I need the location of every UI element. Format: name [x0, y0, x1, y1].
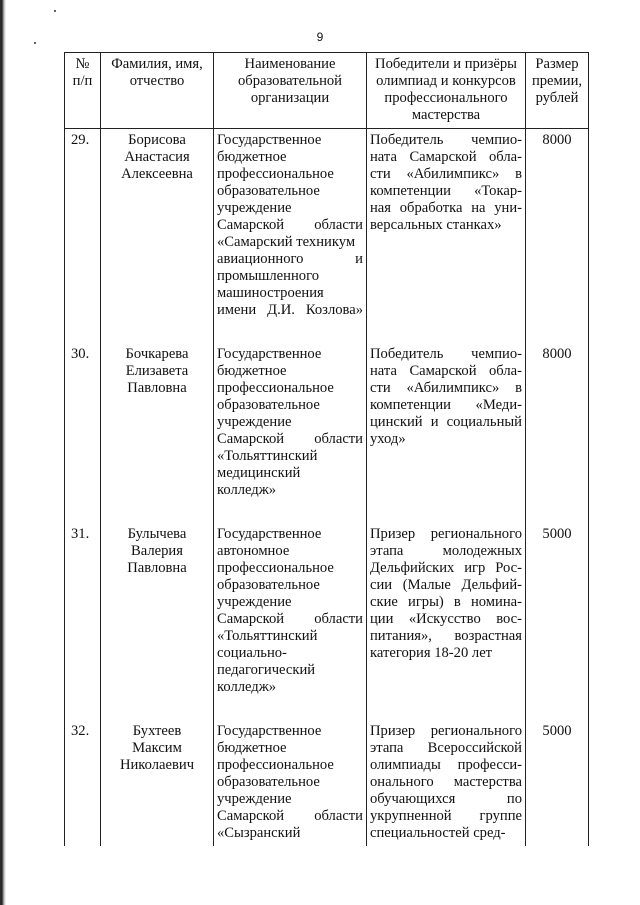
- organization-line: учреждение: [217, 200, 292, 216]
- organization-line: социально-: [217, 645, 287, 661]
- person-name: [101, 523, 214, 720]
- organization-line: бюджетное: [217, 740, 287, 756]
- organization-line: машиностроения: [217, 285, 324, 301]
- organization-line: бюджетное: [217, 149, 287, 165]
- organization-line: Самарской области: [217, 217, 363, 233]
- achievement-line: Дельфийских игр Рос-: [370, 560, 522, 576]
- table-body: [65, 129, 589, 847]
- organization-line: профессиональное: [217, 757, 334, 773]
- organization-line: «Самарский техникум: [217, 234, 356, 250]
- prize-amount: 5000: [526, 720, 589, 846]
- organization-line: профессиональное: [217, 560, 334, 576]
- organization-line: колледж»: [217, 679, 277, 695]
- organization-line: автономное: [217, 543, 290, 559]
- name-line: Бочкарева: [125, 346, 189, 362]
- scan-speck: [54, 10, 56, 12]
- organization-line: имени Д.И. Козлова»: [217, 302, 363, 318]
- organization-line: образовательное: [217, 577, 320, 593]
- person-name: [101, 720, 214, 846]
- organization-line: образовательное: [217, 183, 320, 199]
- table-row: [65, 129, 589, 344]
- organization-line: педагогический: [217, 662, 316, 678]
- name-line: Борисова: [128, 132, 186, 148]
- table-row: [65, 343, 589, 523]
- organization-line: «Тольяттинский: [217, 628, 318, 644]
- header-name: Фамилия, имя, отчество: [101, 53, 214, 129]
- achievement-line: уход»: [370, 431, 406, 447]
- person-name: [101, 129, 214, 344]
- organization-name: [214, 720, 367, 846]
- row-number: 30.: [65, 343, 101, 523]
- name-line: Анастасия: [124, 149, 190, 165]
- organization-line: Государственное: [217, 526, 322, 542]
- awards-table: [64, 52, 589, 846]
- achievement-line: Призер регионального: [370, 526, 522, 542]
- achievement-line: ции «Искусство вос-: [370, 611, 522, 627]
- organization-line: профессиональное: [217, 380, 334, 396]
- achievement-line: ната Самарской обла-: [370, 149, 522, 165]
- organization-name: [214, 523, 367, 720]
- achievement-line: обучающихся по: [370, 791, 522, 807]
- organization-line: медицинский: [217, 465, 301, 481]
- organization-line: профессиональное: [217, 166, 334, 182]
- achievement-line: ная обработка на уни-: [370, 200, 522, 216]
- achievement-line: компетенции «Меди-: [370, 397, 522, 413]
- achievement-line: категория 18-20 лет: [370, 645, 493, 661]
- achievement-line: версальных станках»: [370, 217, 502, 233]
- table-row: [65, 720, 589, 846]
- name-line: Булычева: [127, 526, 187, 542]
- name-line: Валерия: [131, 543, 183, 559]
- organization-line: учреждение: [217, 791, 292, 807]
- achievement-line: Победитель чемпио-: [370, 346, 522, 362]
- achievement-line: питания», возрастная: [370, 628, 522, 644]
- achievement-text: [367, 129, 526, 344]
- organization-line: авиационного и: [217, 251, 363, 267]
- name-line: Алексеевна: [121, 166, 193, 182]
- organization-line: учреждение: [217, 414, 292, 430]
- organization-name: [214, 129, 367, 344]
- name-line: Павловна: [127, 560, 187, 576]
- table-row: [65, 523, 589, 720]
- organization-line: Государственное: [217, 132, 322, 148]
- person-name: [101, 343, 214, 523]
- organization-line: Государственное: [217, 723, 322, 739]
- achievement-line: сти «Абилимпикс» в: [370, 380, 522, 396]
- achievement-line: Победитель чемпио-: [370, 132, 522, 148]
- organization-line: Государственное: [217, 346, 322, 362]
- header-achievement: Победители и призёры олимпиад и конкурсов профессионального мастерства: [367, 53, 526, 129]
- organization-line: Самарской области: [217, 431, 363, 447]
- organization-line: бюджетное: [217, 363, 287, 379]
- header-number: № п/п: [65, 53, 101, 129]
- achievement-line: сти «Абилимпикс» в: [370, 166, 522, 182]
- achievement-line: олимпиады професси-: [370, 757, 522, 773]
- table-header-row: [65, 53, 589, 129]
- row-number: 29.: [65, 129, 101, 344]
- row-number: 32.: [65, 720, 101, 846]
- achievement-text: [367, 523, 526, 720]
- achievement-line: онального мастерства: [370, 774, 522, 790]
- achievement-text: [367, 343, 526, 523]
- achievement-line: специальностей сред-: [370, 825, 506, 841]
- name-line: Бухтеев: [132, 723, 182, 739]
- achievement-line: цинский и социальный: [370, 414, 522, 430]
- organization-line: «Сызранский: [217, 825, 301, 841]
- achievement-line: сии (Малые Дельфий-: [370, 577, 522, 593]
- name-line: Елизавета: [125, 363, 189, 379]
- prize-amount: 8000: [526, 129, 589, 344]
- name-line: Максим: [132, 740, 182, 756]
- header-organization: Наименование образовательной организации: [214, 53, 367, 129]
- scan-edge: [0, 0, 6, 905]
- organization-line: колледж»: [217, 482, 277, 498]
- organization-line: образовательное: [217, 774, 320, 790]
- achievement-line: Призер регионального: [370, 723, 522, 739]
- name-line: Павловна: [127, 380, 187, 396]
- achievement-line: укрупненной группе: [370, 808, 522, 824]
- organization-line: образовательное: [217, 397, 320, 413]
- prize-amount: 5000: [526, 523, 589, 720]
- organization-line: Самарской области: [217, 611, 363, 627]
- page-number: 9: [316, 30, 324, 44]
- name-line: Николаевич: [119, 757, 195, 773]
- achievement-text: [367, 720, 526, 846]
- organization-line: Самарской области: [217, 808, 363, 824]
- prize-amount: 8000: [526, 343, 589, 523]
- achievement-line: этапа молодежных: [370, 543, 522, 559]
- organization-line: учреждение: [217, 594, 292, 610]
- organization-line: промышленного: [217, 268, 319, 284]
- achievement-line: этапа Всероссийской: [370, 740, 522, 756]
- row-number: 31.: [65, 523, 101, 720]
- achievement-line: компетенции «Токар-: [370, 183, 522, 199]
- achievement-line: ские игры) в номина-: [370, 594, 522, 610]
- achievement-line: ната Самарской обла-: [370, 363, 522, 379]
- organization-line: «Тольяттинский: [217, 448, 318, 464]
- organization-name: [214, 343, 367, 523]
- header-prize: Размер премии, рублей: [526, 53, 589, 129]
